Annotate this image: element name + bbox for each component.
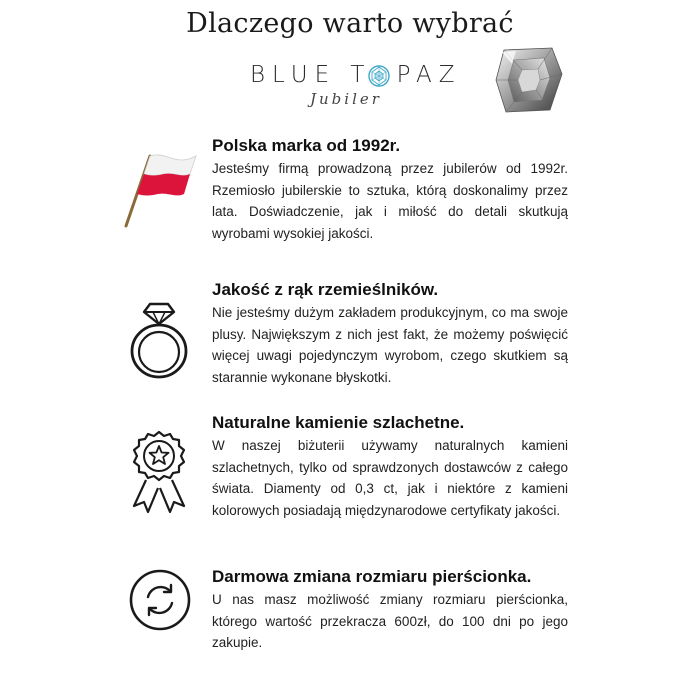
section-heading: Polska marka od 1992r. — [212, 136, 401, 155]
brand-subtitle: Jubiler — [310, 90, 382, 108]
section-heading: Darmowa zmiana rozmiaru pierścionka. — [212, 567, 532, 586]
resize-exchange-icon — [128, 568, 192, 632]
brand-logo — [238, 62, 478, 122]
award-badge-icon — [126, 430, 192, 514]
section-craftsmanship — [212, 280, 568, 388]
page-title: Dlaczego warto wybrać — [186, 8, 514, 39]
section-text: Jesteśmy firmą prowadzoną przez jubilerów od 1992r. Rzemiosło jubilerskie to sztuka, którą doskonalimy przez lata. Doświadczenie, jak i miłość do detali skutkują wyrobami wysokiej jakości. — [212, 161, 568, 241]
section-text: W naszej biżuterii używamy naturalnych kamieni szlachetnych, tylko od sprawdzonych dostawców z całego świata. Diamenty od 0,3 ct, jak i niektóre z kamieni kolorowych posiadają międzynarodowe certyfikaty jakości. — [212, 438, 568, 518]
brand-name: BLUE T PAZ — [250, 62, 462, 88]
section-polish-brand — [212, 136, 568, 244]
section-text: Nie jesteśmy dużym zakładem produkcyjnym, co ma swoje plusy. Największym z nich jest fakt, że możemy poświęcić więcej uwagi pojedynczym wyrobom, czego skutkiem są starannie wykonane błyskotki. — [212, 305, 568, 385]
diamond-image-icon — [494, 44, 564, 116]
section-free-resize — [212, 567, 568, 654]
gem-logo-icon — [367, 64, 391, 88]
section-heading: Jakość z rąk rzemieślników. — [212, 280, 439, 299]
diamond-ring-icon — [128, 302, 190, 380]
section-heading: Naturalne kamienie szlachetne. — [212, 413, 465, 432]
poland-flag-icon — [118, 150, 198, 230]
section-text: U nas masz możliwość zmiany rozmiaru pierścionka, którego wartość przekracza 600zł, do 100 dni po jego zakupie. — [212, 592, 568, 651]
section-natural-stones — [212, 413, 568, 521]
